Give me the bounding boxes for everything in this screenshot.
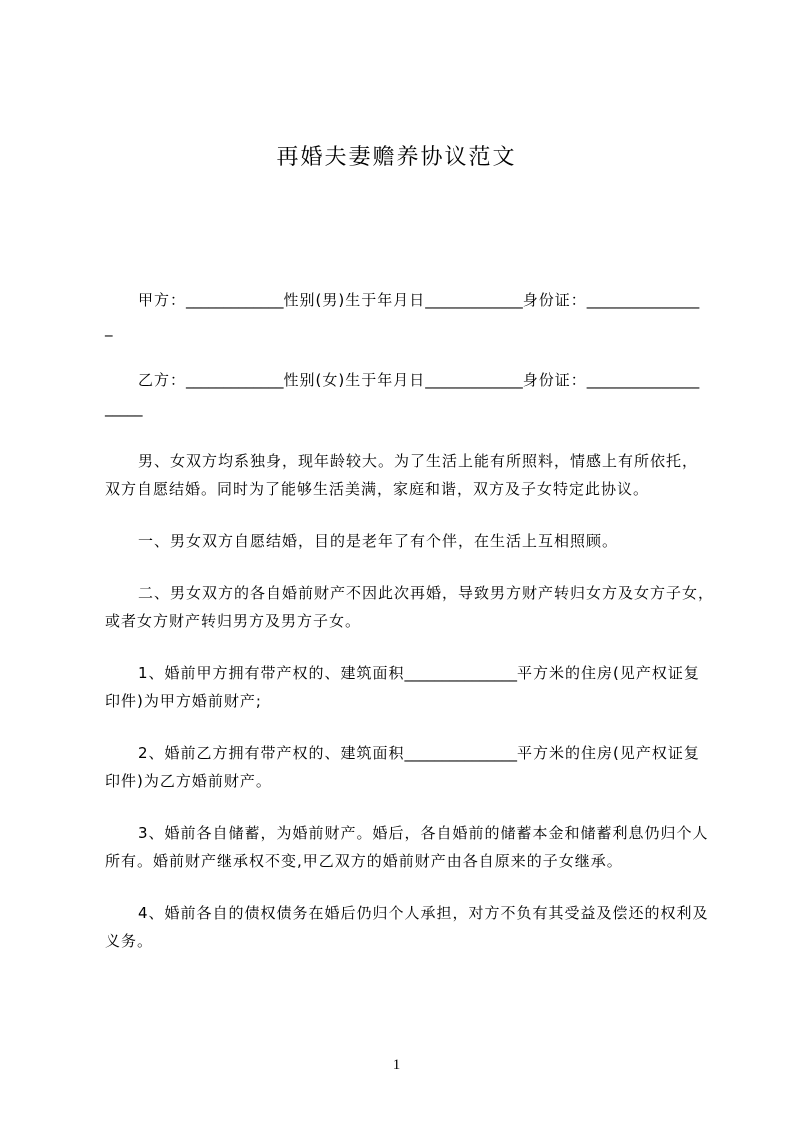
party-b-gender-birth: 性别(女)生于年月日 — [283, 371, 426, 389]
party-b-line-cont — [105, 394, 143, 422]
party-a-label: 甲方： — [138, 291, 187, 309]
item-1-text-before: 1、婚前甲方拥有带产权的、建筑面积 — [138, 664, 405, 682]
party-b-birth-blank: _____________ — [425, 371, 523, 389]
document-title: 再婚夫妻赡养协议范文 — [276, 145, 517, 170]
party-a-id-label: 身份证： — [522, 291, 587, 309]
party-b-line — [138, 366, 699, 394]
party-b-id-blank-cont: _____ — [105, 399, 143, 417]
item-3-line: 3、婚前各自储蓄，为婚前财产。婚后，各自婚前的储蓄本金和储蓄利息仍归个人 — [138, 824, 709, 842]
party-a-line — [138, 286, 699, 314]
item-1-area-blank: _______________ — [404, 664, 518, 682]
party-a-gender-birth: 性别(男)生于年月日 — [283, 291, 426, 309]
clause-1-line: 一、男女双方自愿结婚，目的是老年了有个伴，在生活上互相照顾。 — [138, 532, 619, 550]
page-number: 1 — [392, 1057, 401, 1073]
clause-2-line: 或者女方财产转归男方及男方子女。 — [105, 612, 362, 630]
preamble-line: 双方自愿结婚。同时为了能够生活美满，家庭和谐，双方及子女特定此协议。 — [105, 480, 650, 498]
party-b-id-label: 身份证： — [522, 371, 587, 389]
item-2-text-after: 平方米的住房(见产权证复 — [517, 744, 700, 762]
item-2-text-before: 2、婚前乙方拥有带产权的、建筑面积 — [138, 744, 405, 762]
item-1-text-after: 平方米的住房(见产权证复 — [517, 664, 700, 682]
clause-2-line: 二、男女双方的各自婚前财产不因此次再婚，导致男方财产转归女方及女方子女， — [138, 584, 715, 602]
item-1-line — [138, 659, 700, 687]
item-2-area-blank: _______________ — [404, 744, 518, 762]
party-a-birth-blank: _____________ — [425, 291, 523, 309]
party-b-label: 乙方： — [138, 371, 187, 389]
item-4-line: 4、婚前各自的债权债务在婚后仍归个人承担，对方不负有其受益及偿还的权利及 — [138, 904, 709, 922]
item-2-line-cont: 印件)为乙方婚前财产。 — [105, 772, 272, 790]
item-3-line: 所有。婚前财产继承权不变,甲乙双方的婚前财产由各自原来的子女继承。 — [105, 852, 623, 870]
preamble-line: 男、女双方均系独身，现年龄较大。为了生活上能有所照料，情感上有所依托， — [138, 452, 699, 470]
item-1-line-cont: 印件)为甲方婚前财产; — [105, 692, 262, 710]
item-2-line — [138, 739, 700, 767]
party-a-name-blank: _____________ — [186, 291, 284, 309]
party-b-id-blank: _______________ — [586, 371, 700, 389]
item-4-line: 义务。 — [105, 932, 154, 950]
party-a-id-blank-cont: _ — [105, 319, 113, 337]
party-b-name-blank: _____________ — [186, 371, 284, 389]
party-a-id-blank: _______________ — [586, 291, 700, 309]
party-a-line-cont — [105, 314, 113, 342]
